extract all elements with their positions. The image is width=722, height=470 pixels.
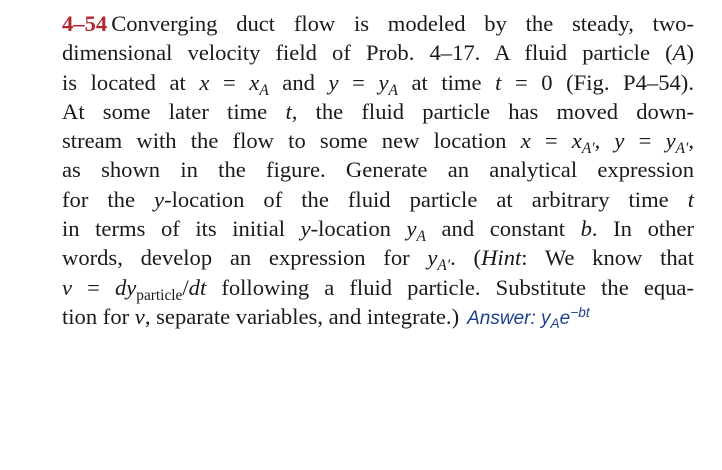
- problem-line-10: $v = dy_{particle}/dt$ following a fluid particle. Substitute the equa-: [62, 274, 694, 304]
- problem-line-8: in terms of its initial y-location $y_A$ and constant b. In other: [62, 216, 694, 245]
- answer-value: $y_Ae^{-bt}$: [541, 305, 590, 332]
- problem-text: [62, 9, 694, 331]
- problem-line-6: as shown in the figure. Generate an analytical expression: [62, 157, 694, 183]
- problem-line-9: words, develop an expression for $y_{A'}$. (Hint: We know that: [62, 245, 694, 275]
- answer: [467, 305, 590, 332]
- answer-label: Answer:: [467, 307, 536, 329]
- problem-line-1: 4–54 Converging duct flow is modeled by the steady, two-: [62, 11, 694, 36]
- problem-number: 4–54: [62, 11, 108, 36]
- problem-line-2: dimensional velocity field of Prob. 4–17. A fluid particle (A): [62, 40, 694, 66]
- problem-line-7: for the y-location of the fluid particle at arbitrary time t: [62, 186, 695, 212]
- problem-line-4: At some later time t, the fluid particle has moved down-: [62, 98, 694, 124]
- problem-line-11: tion for v, separate variables, and integrate.) Answer: $y_Ae^{-bt}$: [62, 303, 590, 332]
- problem-line-5: stream with the flow to some new location $x = x_{A'}$, $y = y_{A'}$,: [62, 128, 694, 158]
- problem-line-3: is located at $x = x_A$ and $y = y_A$ at time t = 0 (Fig. P4–54).: [62, 69, 694, 99]
